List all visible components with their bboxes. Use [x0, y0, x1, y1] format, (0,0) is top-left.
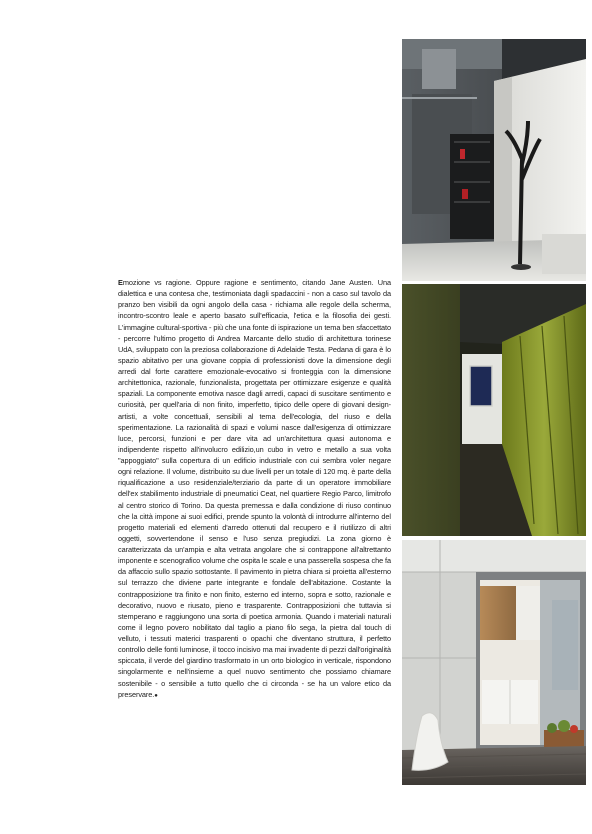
interior-living-photo [402, 39, 586, 281]
terrace-kitchen-photo [402, 540, 586, 785]
end-mark: ● [154, 692, 158, 699]
drop-cap: E [118, 278, 123, 287]
article-text [118, 277, 391, 702]
article-body: mozione vs ragione. Oppure ragione e sentimento, citando Jane Austen. Una dialettica e una contesa che, testimoniata dagli spadaccini - non a caso sul tavolo da pranzo ben visibili da ogni angolo della casa - richiama alle regole della scherma, incontro-scontro leale e aperto basato sull'efficacia, l'etica e la filosofia dei gesti. L'immagine cultural-sportiva - più che una fonte di ispirazione un tema ben sfaccettato - percorre l'ultimo progetto di Andrea Marcante dello studio di architettura torinese UdA, sviluppato con la preziosa collaborazione di Adelaide Testa. Pedana di gara è lo spazio abitativo per una giovane coppia di professionisti dove la dimensione degli arredi dal forte carattere emozionale-evocativo si fronteggia con la dimensione architettonica, razionale, funzionalista, progettata per ottimizzare esigenze e qualità spaziali. La componente emotiva nasce dagli arredi, capaci di suscitare sentimento e curiosità, per quell'aria di non finito, imperfetto, tipico delle opere di giovani design-artisti, a volte concettuali, sensibili al tema dell'ecologia, del riuso e della sperimentazione. La razionalità di spazi e volumi nasce dall'esigenza di ottimizzare luce, percorsi, funzioni e per dare vita ad un'architettura quasi autonoma e indipendente rispetto all'involucro edilizio,un cubo in vetro e metallo a sua volta "appoggiato" sulla copertura di un edificio industriale con cui sembra voler negare ogni relazione. Il volume, distribuito su due livelli per un totale di 120 mq. è parte della riqualificazione a uso residenziale/terziario da parte di un operatore immobiliare dell'ex stabilimento industriale di pneumatici Ceat, nel quartiere Regio Parco, limitrofo al centro storico di Torino. Da questa premessa e dalla condizione di riuso continuo che la città impone ai suoi edifici, prende spunto la volontà di introdurre all'interno del progetto materiali ed elementi d'arredo ottenuti dal recupero e il riutilizzo di altri oggetti, sovvertendone il senso e l'uso senza pregiudizi. La zona giorno è caratterizzata da un'ampia e alta vetrata angolare che si contrappone all'altrettanto imponente e scenografico volume che ospita le scale e una passerella sospesa che fa da affaccio sullo spazio sottostante. Il pavimento in pietra chiara si proietta all'esterno sul terrazzo che diviene parte integrante e fondale dell'abitazione. Costante la contrapposizione tra finito e non finito, esterno ed interno, sopra e sotto, razionale e decorativo, nuovo e riusato, pieno e trasparente. Contrapposizioni che tuttavia si stemperano e raggiungono una sorta di poetica armonia. Quando i materiali naturali come il legno povero nobilitato dal taglio a piano filo sega, la pietra dal touch di velluto, i tessuti materici trasparenti o opachi che diventano struttura, il perfetto controllo delle fonti luminose, il tocco incisivo ma mai invadente di pezzi dall'originalità spiccata, il verde del giardino trasformato in un orto biologico in verticale, rispondono singolarmente e nell'insieme a quel nuovo sentimento che possiamo chiamare sostenibile - o sensibile a tutto quello che ci circonda - se ha un valore etico da preservare. [118, 278, 392, 699]
corridor-green-panels-photo [402, 284, 586, 536]
